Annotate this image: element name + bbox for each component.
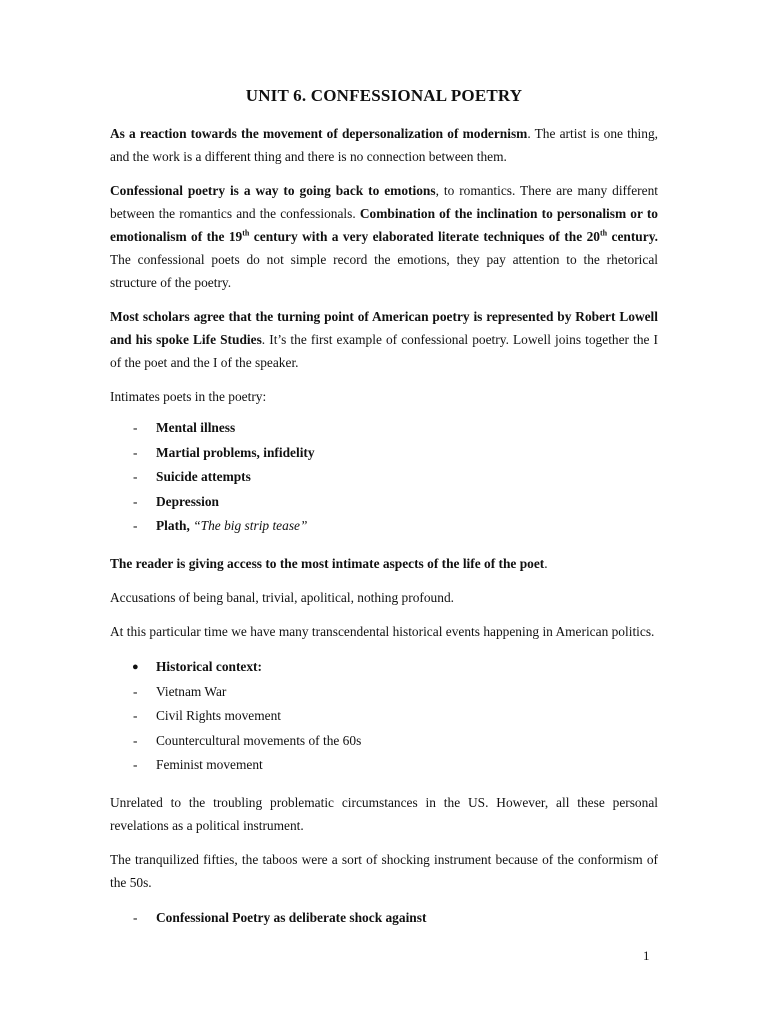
paragraph-fifties: The tranquilized fifties, the taboos were a sort of shocking instrument because of the conformism of the 50s. [110,851,658,890]
dash-marker: - [133,909,138,925]
paragraph-bold: Most scholars agree that the turning point of American poetry is represented by Robert Lowell and his spoke Life Studies [110,309,658,347]
paragraph-reader-access [110,552,658,575]
paragraph-lowell [110,305,658,374]
paragraph-bold: Confessional poetry is a way to going back to emotions [110,183,436,198]
list-item: - Confessional Poetry as deliberate shock against [110,906,658,931]
list-item: - Civil Rights movement [110,704,658,729]
superscript: th [242,228,250,238]
paragraph-text: . The artist is one thing, and the work is a different thing and there is no connection between them. [110,126,659,164]
superscript: th [599,228,608,238]
list-item: - Depression [110,490,658,515]
paragraph-text: , to romantics. There are many different between the romantics and the confessionals. [110,183,658,221]
list-item: - Countercultural movements of the 60s [110,729,658,754]
list-item: - Mental illness [110,416,658,441]
page-title: UNIT 6. CONFESSIONAL POETRY [245,86,523,105]
paragraph-intimates: Intimates poets in the poetry: [110,389,267,404]
dash-marker: - [133,518,138,534]
paragraph-bold: The reader is giving access to the most intimate aspects of the life of the poet [110,555,545,571]
dash-marker: - [133,493,138,509]
list-item: - Vietnam War [110,680,658,705]
dash-marker: - [133,420,138,435]
paragraph-text: . [544,555,548,571]
body-content [110,122,658,931]
paragraph-bold: Combination of the inclination to personalism or to emotionalism of the 19th century with a very elaborated literate techniques of the 20th century. [110,206,658,244]
page-number: 1 [643,948,650,963]
bullet-icon: ● [132,660,139,673]
paragraph-accusations: Accusations of being banal, trivial, apolitical, nothing profound. [110,589,454,605]
historical-context-list [110,655,658,778]
dash-marker: - [133,444,138,460]
paragraph-historical-events: At this particular time we have many transcendental historical events happening in American politics. [110,623,655,639]
final-list [110,906,658,931]
dash-marker: - [133,732,138,748]
list-item: - Feminist movement [110,753,658,778]
dash-marker: - [133,683,138,699]
paragraph-bold: As a reaction towards the movement of depersonalization of modernism [110,126,528,141]
topics-list [110,416,658,539]
list-heading: ● Historical context: [110,655,658,680]
paragraph-text: . It’s the first example of confessional poetry. Lowell joins together the I of the poet and the I of the speaker. [110,332,658,370]
list-item: - Plath, “The big strip tease” [110,514,658,539]
paragraph-text: The confessional poets do not simple record the emotions, they pay attention to the rhetorical structure of the poetry. [110,252,658,290]
paragraph-confessional-definition [110,179,658,294]
dash-marker: - [133,757,138,773]
paragraph-unrelated: Unrelated to the troubling problematic circumstances in the US. However, all these personal revelations as a political instrument. [110,794,658,833]
dash-marker: - [133,469,138,485]
list-item: - Martial problems, infidelity [110,441,658,466]
dash-marker: - [133,708,138,724]
list-item: - Suicide attempts [110,465,658,490]
paragraph-modernism [110,122,658,168]
